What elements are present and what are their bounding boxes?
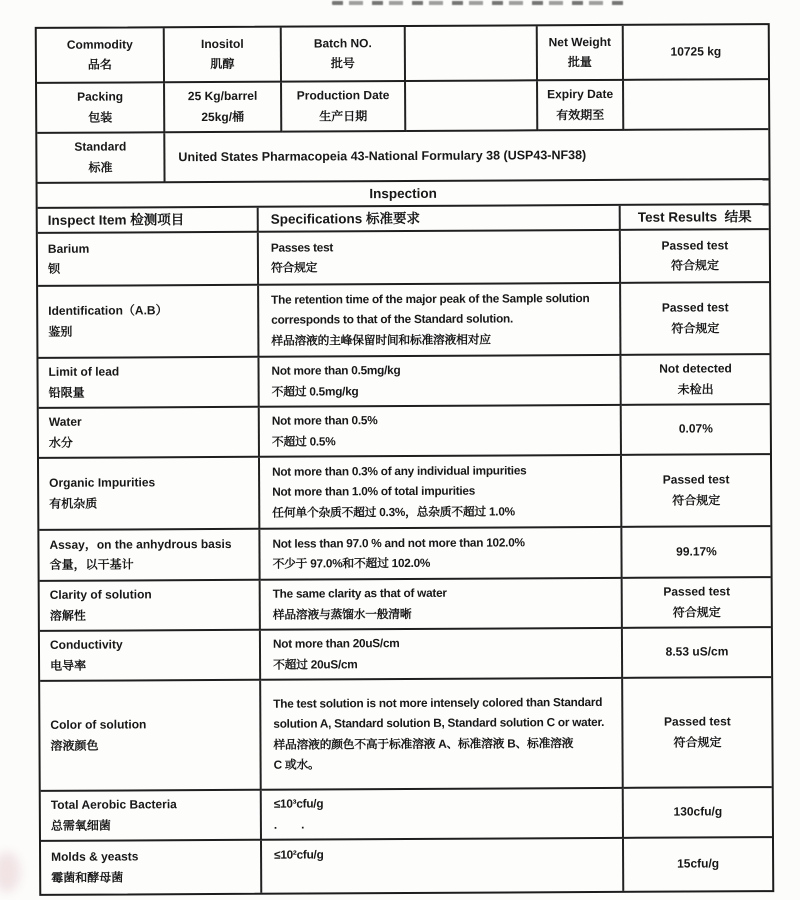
expiry-date-label-cell: Expiry Date 有效期至	[538, 81, 624, 131]
spec-cell: Not more than 0.5% 不超过 0.5%	[260, 406, 622, 458]
inspect-item-cell: Total Aerobic Bacteria 总需氧细菌	[41, 791, 262, 842]
spec-cell: Not more than 0.5mg/kg 不超过 0.5mg/kg	[259, 356, 621, 408]
standard-value-text: United States Pharmacopeia 43-National Formulary 38 (USP43-NF38)	[178, 148, 587, 165]
header-inspect-item: Inspect Item 检测项目	[38, 208, 259, 234]
inspect-item-cell: Barium 钡	[38, 233, 259, 287]
result-cell: 99.17%	[622, 527, 770, 579]
spec-cell: ≤10²cfu/g	[262, 839, 624, 893]
result-cell: Passed test 符合规定	[621, 283, 769, 356]
spec-cell: Not less than 97.0 % and not more than 102.0% 不少于 97.0%和不超过 102.0%	[260, 528, 622, 581]
inspection-title-text: Inspection	[369, 185, 437, 202]
spec-cell: Not more than 20uS/cm 不超过 20uS/cm	[261, 629, 623, 681]
result-cell: Passed test 符合规定	[623, 578, 771, 629]
inspect-item-cell: Limit of lead 铅限量	[38, 358, 259, 409]
spec-cell: Passes test 符合规定	[259, 231, 621, 286]
inspection-table	[38, 205, 773, 894]
standard-value-cell	[165, 130, 768, 183]
result-cell: Passed test 符合规定	[623, 678, 772, 789]
spec-cell: Not more than 0.3% of any individual impurities Not more than 1.0% of total impurities 任何单个杂质不超过 0.3%，总杂质不超过 1.0%	[260, 456, 622, 530]
batch-no-label-cell: Batch NO. 批号	[282, 27, 406, 83]
result-cell: 130cfu/g	[624, 788, 772, 839]
spec-cell: The same clarity as that of water 样品溶液与蒸馏水一般清晰	[261, 579, 623, 631]
inspect-item-cell: Color of solution 溶液颜色	[40, 681, 262, 792]
inspect-item-cell: Organic Impurities 有机杂质	[39, 458, 260, 531]
result-cell: Not detected 未检出	[621, 355, 769, 406]
inspect-item-cell: Identification（A.B） 鉴别	[38, 286, 259, 359]
production-date-value-cell	[406, 81, 538, 132]
inspect-item-cell: Assay，on the anhydrous basis 含量，以干基计	[39, 530, 260, 582]
cropped-title-artifact	[332, 1, 624, 5]
inspection-section-title	[38, 180, 769, 209]
commodity-value-cell: Inositol 肌醇	[165, 28, 282, 84]
inspect-item-cell: Molds & yeasts 霉菌和酵母菌	[41, 841, 262, 894]
product-info-table	[37, 25, 769, 184]
net-weight-value-cell: 10725 kg	[624, 25, 768, 81]
result-cell: 8.53 uS/cm	[623, 628, 771, 679]
inspect-item-cell: Water 水分	[39, 408, 260, 459]
expiry-date-value-cell	[624, 80, 768, 131]
header-test-results: Test Results 结果	[621, 205, 769, 231]
standard-label-cell: Standard 标准	[37, 133, 165, 184]
spec-cell: ≤10³cfu/g . .	[262, 789, 624, 841]
inspect-item-cell: Clarity of solution 溶解性	[40, 581, 261, 632]
inspect-item-cell: Conductivity 电导率	[40, 631, 261, 682]
result-cell: Passed test 符合规定	[622, 455, 770, 528]
result-cell: 0.07%	[622, 405, 770, 456]
commodity-label-cell: Commodity 品名	[37, 28, 165, 84]
packing-value-cell: 25 Kg/barrel 25kg/桶	[165, 83, 282, 134]
coa-table	[35, 23, 775, 896]
packing-label-cell: Packing 包装	[37, 83, 165, 134]
batch-no-value-cell	[406, 26, 538, 82]
result-cell: 15cfu/g	[677, 856, 720, 871]
result-cell: Passed test 符合规定	[621, 230, 769, 284]
spec-cell: The test solution is not more intensely colored than Standard solution A, Standard solution B, Standard solution C or water. 样品溶液的颜色不高于标准溶液 A、标准溶液 B、标准溶液 C 或水。	[261, 679, 624, 791]
net-weight-label-cell: Net Weight 批量	[538, 26, 624, 81]
header-specifications: Specifications 标准要求	[259, 206, 621, 233]
spec-cell: The retention time of the major peak of the Sample solution corresponds to that of the Standard solution. 样品溶液的主峰保留时间和标准溶液相对应	[259, 284, 621, 358]
scan-smudge	[0, 852, 20, 892]
production-date-label-cell: Production Date 生产日期	[282, 82, 406, 133]
